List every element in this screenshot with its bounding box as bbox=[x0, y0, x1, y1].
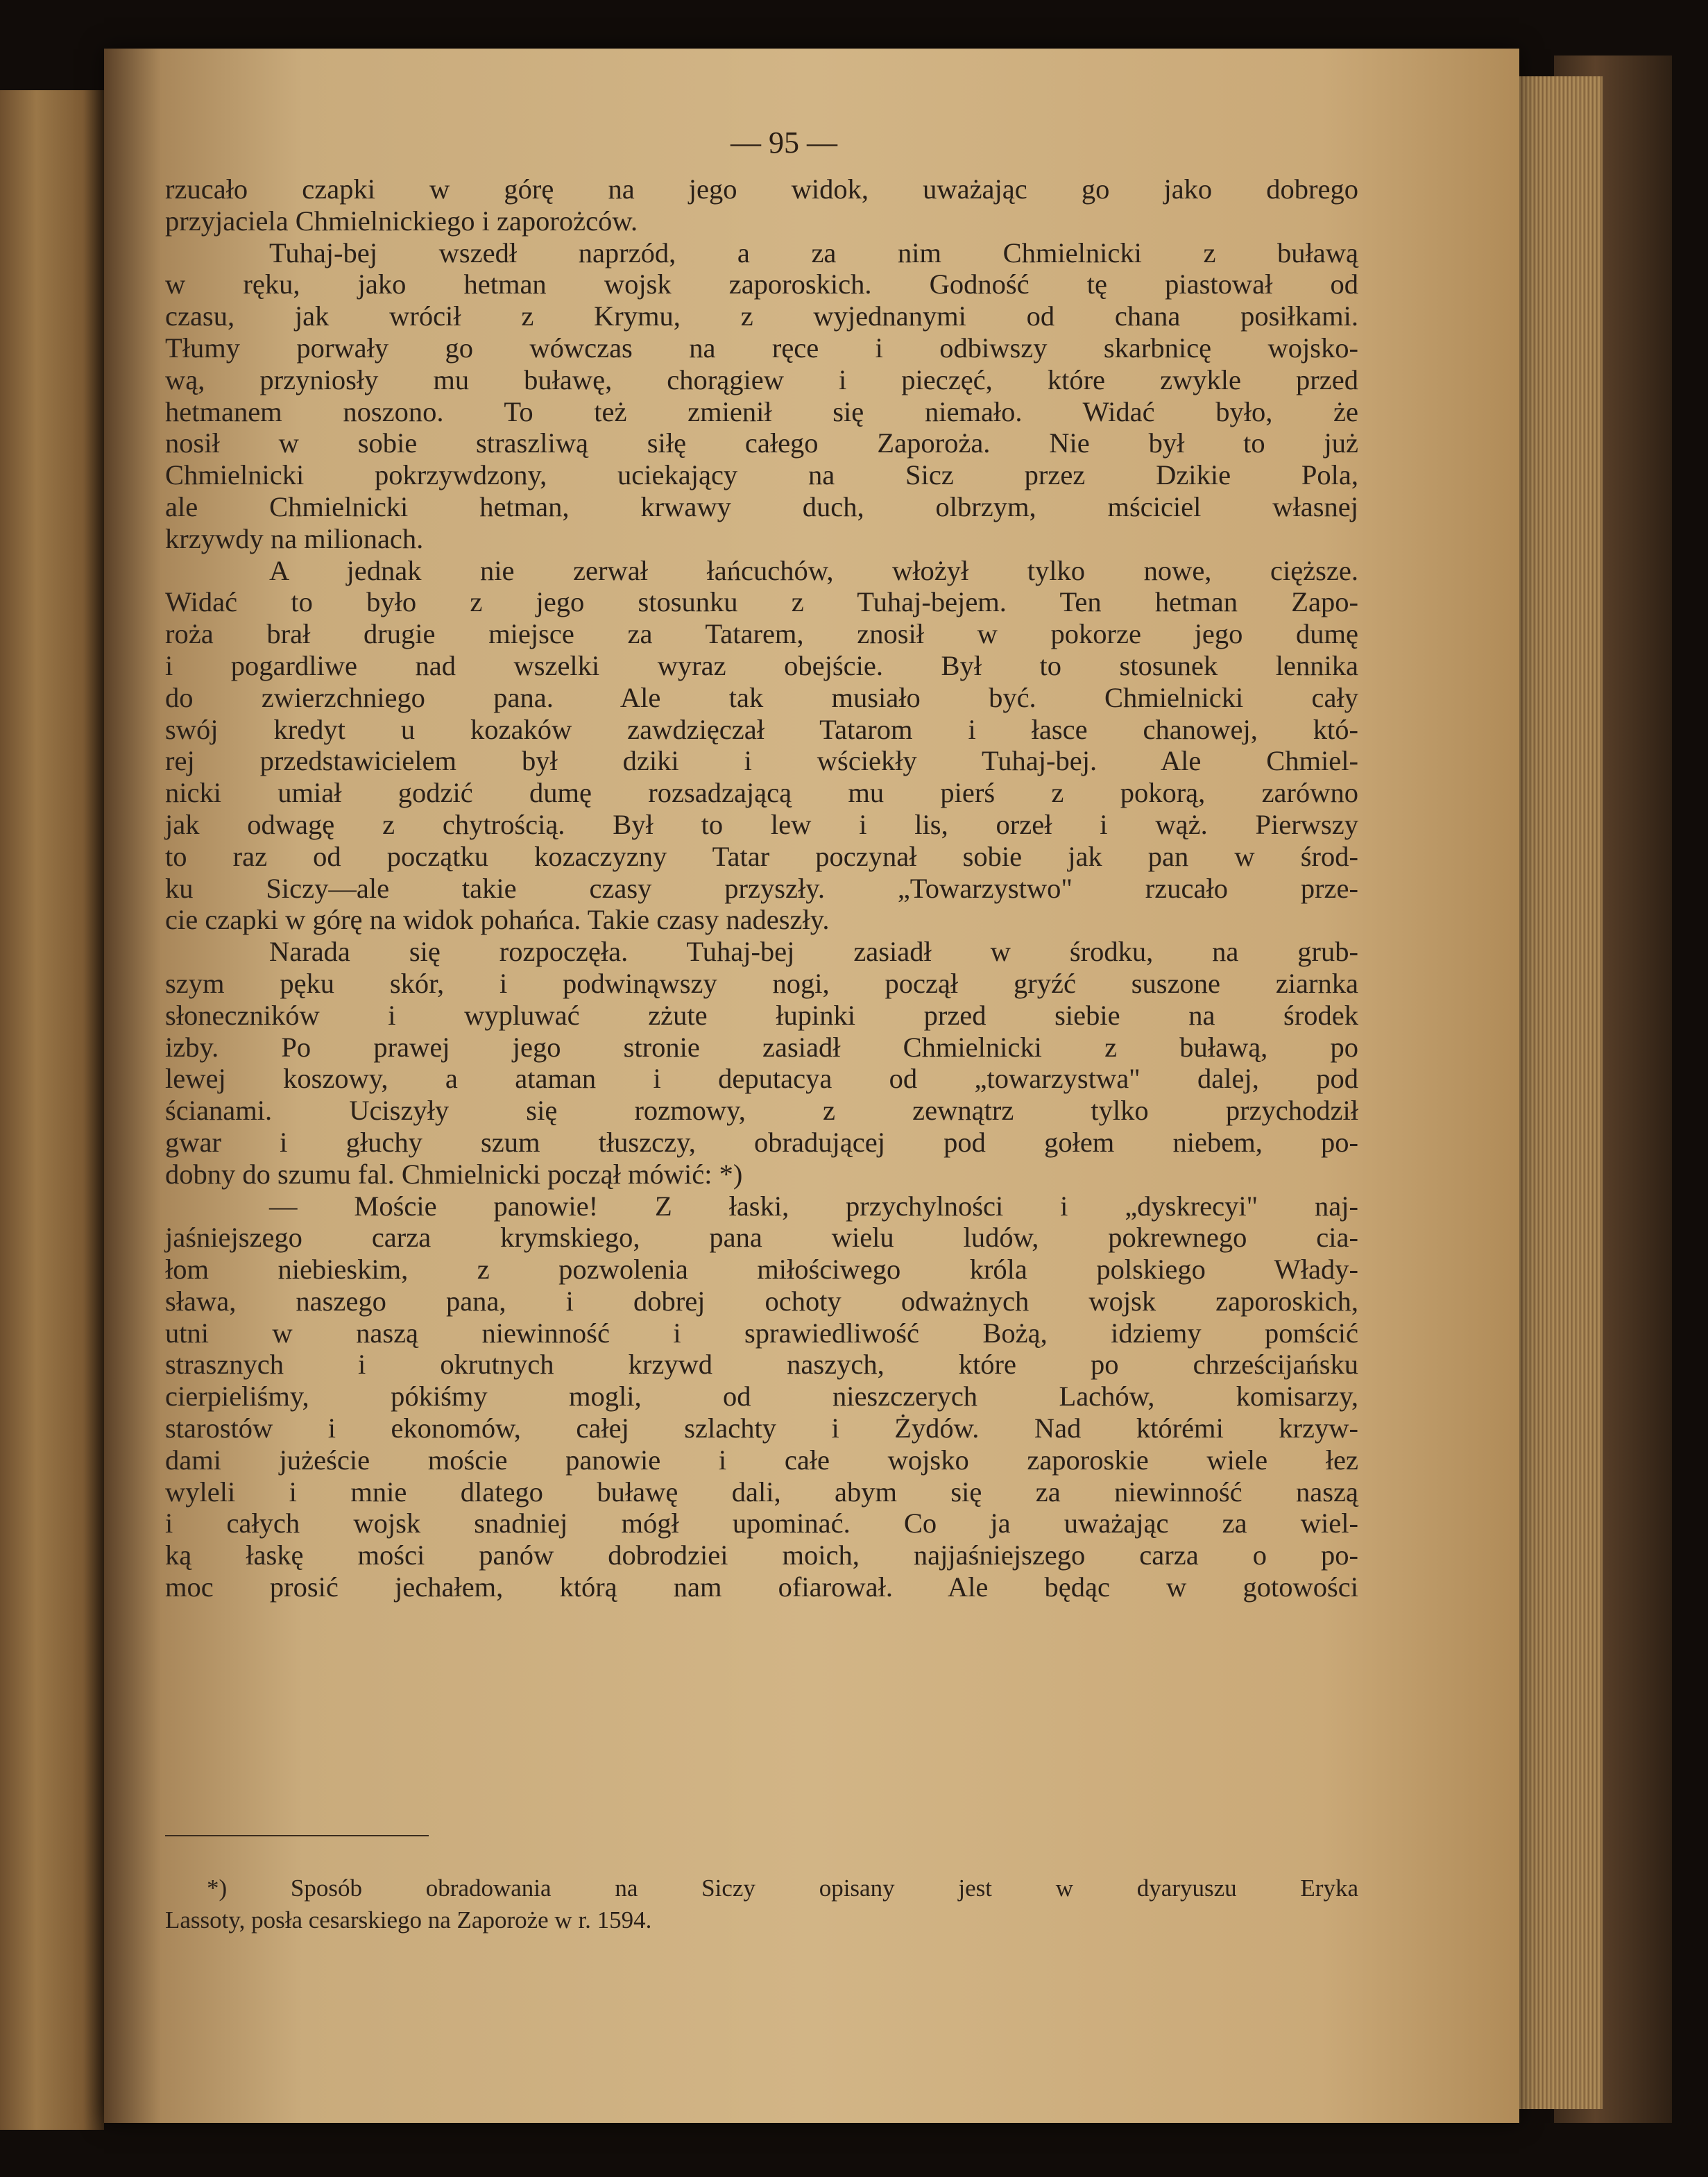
text-line: A jednak nie zerwał łańcuchów, włożył tylko nowe, cięższe. bbox=[269, 554, 1358, 586]
text-line: nosił w sobie straszliwą siłę całego Zaporoża. Nie był to już bbox=[165, 427, 1358, 459]
text-line: słoneczników i wypluwać zżute łupinki przed siebie na środek bbox=[165, 999, 1358, 1031]
text-line: to raz od początku kozaczyzny Tatar poczynał sobie jak pan w środ- bbox=[165, 840, 1358, 872]
text-line: roża brał drugie miejsce za Tatarem, znosił w pokorze jego dumę bbox=[165, 618, 1358, 650]
text-line: jaśniejszego carza krymskiego, pana wielu ludów, pokrewnego cia- bbox=[165, 1222, 1358, 1254]
text-line: cierpieliśmy, pókiśmy mogli, od nieszczerych Lachów, komisarzy, bbox=[165, 1381, 1358, 1412]
text-line: łom niebieskim, z pozwolenia miłościwego króla polskiego Włady- bbox=[165, 1254, 1358, 1286]
text-line: do zwierzchniego pana. Ale tak musiało być. Chmielnicki cały bbox=[165, 681, 1358, 713]
text-line: moc prosić jechałem, którą nam ofiarował. Ale będąc w gotowości bbox=[165, 1571, 1358, 1603]
footnote bbox=[165, 1873, 1358, 1937]
text-line: Tuhaj-bej wszedł naprzód, a za nim Chmielnicki z buławą bbox=[269, 237, 1358, 268]
text-line: gwar i głuchy szum tłuszczy, obradującej pod gołem niebem, po- bbox=[165, 1126, 1358, 1158]
text-line: jak odwagę z chytrością. Był to lew i lis, orzeł i wąż. Pierwszy bbox=[165, 808, 1358, 840]
text-line: i pogardliwe nad wszelki wyraz obejście. Był to stosunek lennika bbox=[165, 649, 1358, 681]
page-number: — 95 — bbox=[731, 126, 837, 160]
text-line: ale Chmielnicki hetman, krwawy duch, olbrzym, mściciel własnej bbox=[165, 490, 1358, 522]
text-line: w ręku, jako hetman wojsk zaporoskich. Godność tę piastował od bbox=[165, 268, 1358, 300]
text-line: ku Siczy—ale takie czasy przyszły. „Towarzystwo" rzucało prze- bbox=[165, 872, 1358, 904]
body-text bbox=[165, 173, 1358, 1603]
text-line: utni w naszą niewinność i sprawiedliwość Bożą, idziemy pomścić bbox=[165, 1317, 1358, 1349]
text-line: Chmielnicki pokrzywdzony, uciekający na Sicz przez Dzikie Pola, bbox=[165, 459, 1358, 491]
text-line: nicki umiał godzić dumę rozsadzającą mu pierś z pokorą, zarówno bbox=[165, 777, 1358, 809]
text-line: ką łaskę mości panów dobrodziei moich, najjaśniejszego carza o po- bbox=[165, 1539, 1358, 1571]
previous-page-edge bbox=[0, 90, 104, 2130]
text-line: izby. Po prawej jego stronie zasiadł Chmielnicki z buławą, po bbox=[165, 1031, 1358, 1063]
text-line: przyjaciela Chmielnickiego i zaporożców. bbox=[165, 205, 638, 237]
text-line: rzucało czapki w górę na jego widok, uważając go jako dobrego bbox=[165, 173, 1358, 205]
text-line: lewej koszowy, a ataman i deputacya od „towarzystwa" dalej, pod bbox=[165, 1063, 1358, 1095]
footnote-line: Lassoty, posła cesarskiego na Zaporoże w r. 1594. bbox=[165, 1906, 652, 1933]
text-line: Tłumy porwały go wówczas na ręce i odbiwszy skarbnicę wojsko- bbox=[165, 332, 1358, 364]
footnote-separator bbox=[165, 1835, 429, 1836]
text-line: Narada się rozpoczęła. Tuhaj-bej zasiadł w środku, na grub- bbox=[269, 936, 1358, 968]
text-line: — Moście panowie! Z łaski, przychylności i „dyskrecyi" naj- bbox=[269, 1190, 1358, 1222]
text-line: krzywdy na milionach. bbox=[165, 522, 424, 554]
text-line: hetmanem noszono. To też zmienił się niemało. Widać było, że bbox=[165, 395, 1358, 427]
footnote-line: *) Sposób obradowania na Siczy opisany jest w dyaryuszu Eryka bbox=[207, 1875, 1358, 1902]
text-line: starostów i ekonomów, całej szlachty i Żydów. Nad którémi krzyw- bbox=[165, 1412, 1358, 1444]
page-stack-edges bbox=[1505, 76, 1603, 2109]
text-line: ścianami. Uciszyły się rozmowy, z zewnątrz tylko przychodził bbox=[165, 1095, 1358, 1127]
text-line: szym pęku skór, i podwinąwszy nogi, począł gryźć suszone ziarnka bbox=[165, 967, 1358, 999]
text-line: rej przedstawicielem był dziki i wściekły Tuhaj-bej. Ale Chmiel- bbox=[165, 745, 1358, 777]
text-line: dami jużeście moście panowie i całe wojsko zaporoskie wiele łez bbox=[165, 1444, 1358, 1476]
text-line: sława, naszego pana, i dobrej ochoty odważnych wojsk zaporoskich, bbox=[165, 1285, 1358, 1317]
text-line: strasznych i okrutnych krzywd naszych, które po chrześcijańsku bbox=[165, 1349, 1358, 1381]
text-line: czasu, jak wrócił z Krymu, z wyjednanymi od chana posiłkami. bbox=[165, 300, 1358, 332]
text-line: wą, przyniosły mu buławę, chorągiew i pieczęć, które zwykle przed bbox=[165, 364, 1358, 395]
text-line: dobny do szumu fal. Chmielnicki począł mówić: *) bbox=[165, 1158, 743, 1190]
text-line: cie czapki w górę na widok pohańca. Takie czasy nadeszły. bbox=[165, 904, 830, 936]
text-line: i całych wojsk snadniej mógł upominać. Co ja uważając za wiel- bbox=[165, 1508, 1358, 1539]
text-line: wyleli i mnie dlatego buławę dali, abym się za niewinność naszą bbox=[165, 1476, 1358, 1508]
text-line: swój kredyt u kozaków zawdzięczał Tatarom i łasce chanowej, któ- bbox=[165, 713, 1358, 745]
text-line: Widać to było z jego stosunku z Tuhaj-bejem. Ten hetman Zapo- bbox=[165, 586, 1358, 618]
